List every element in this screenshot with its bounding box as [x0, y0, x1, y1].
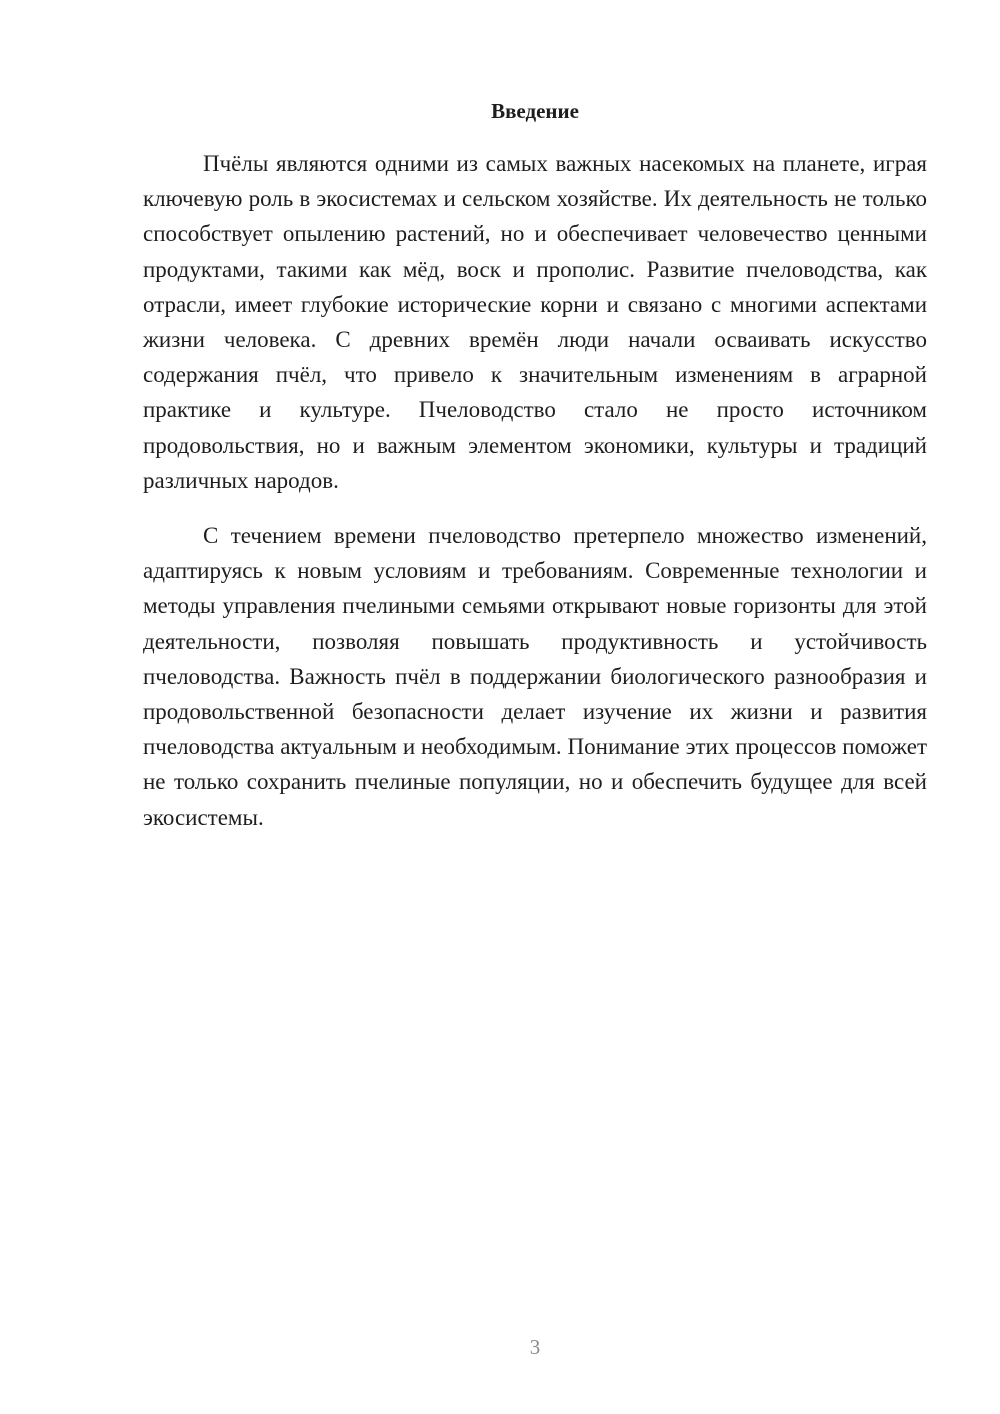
section-title: Введение — [491, 99, 579, 123]
page-number: 3 — [529, 1335, 541, 1359]
paragraph-1: Пчёлы являются одними из самых важных насекомых на планете, играя ключевую роль в экосистемах и сельском хозяйстве. Их деятельность не только способствует опылению растений, но и обеспечивает человечество ценными продуктами, такими как мёд, воск и прополис. Развитие пчеловодства, как отрасли, имеет глубокие исторические корни и связано с многими аспектами жизни человека. С древних времён люди начали осваивать искусство содержания пчёл, что привело к значительным изменениям в аграрной практике и культуре. Пчеловодство стало не просто источником продовольствия, но и важным элементом экономики, культуры и традиций различных народов. — [143, 151, 927, 493]
paragraph-2: С течением времени пчеловодство претерпело множество изменений, адаптируясь к новым условиям и требованиям. Современные технологии и методы управления пчелиными семьями открывают новые горизонты для этой деятельности, позволяя повышать продуктивность и устойчивость пчеловодства. Важность пчёл в поддержании биологического разнообразия и продовольственной безопасности делает изучение их жизни и развития пчеловодства актуальным и необходимым. Понимание этих процессов поможет не только сохранить пчелиные популяции, но и обеспечить будущее для всей экосистемы. — [143, 523, 927, 830]
document-body — [143, 96, 927, 835]
